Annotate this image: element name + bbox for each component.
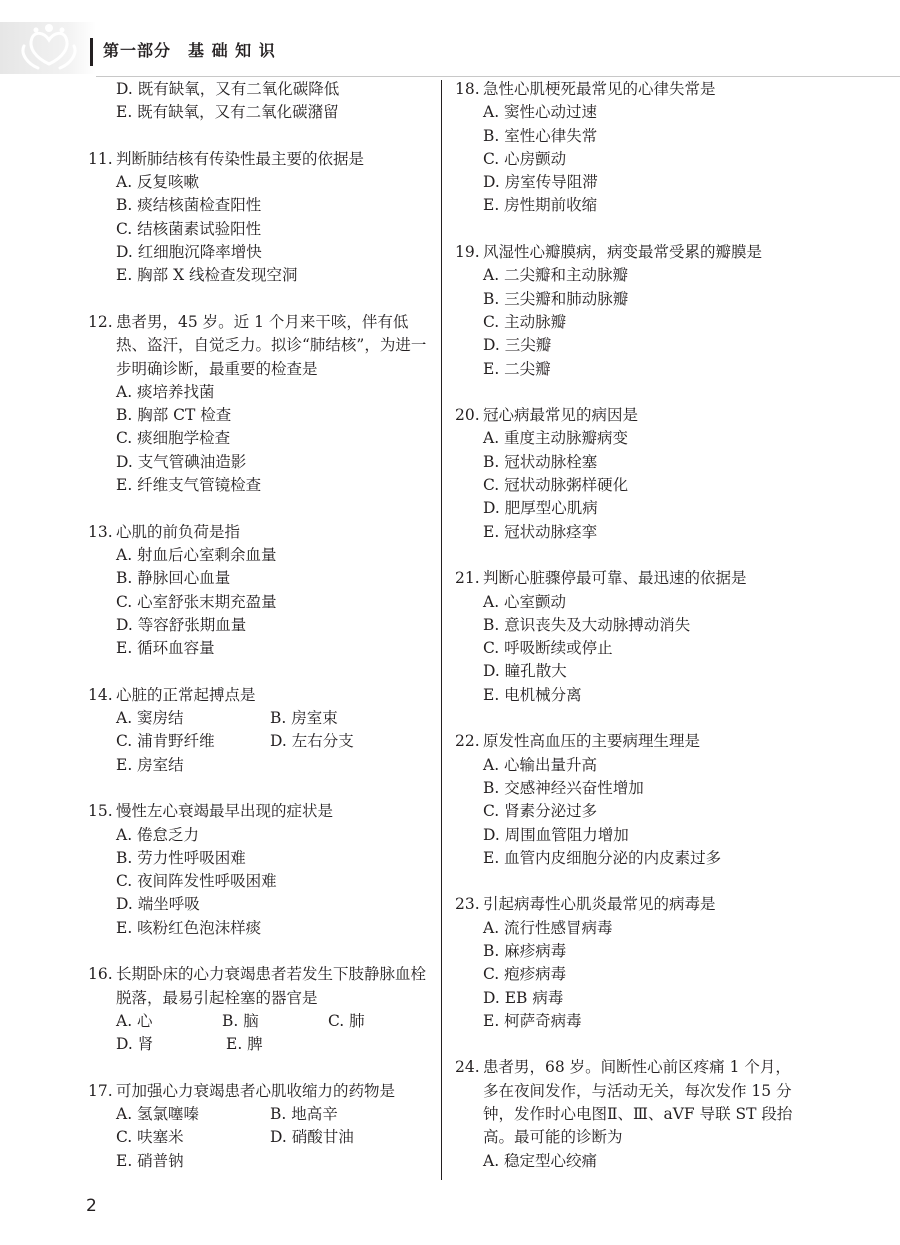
option-d: D. EB 病毒 <box>483 988 564 1007</box>
question-11 <box>88 148 434 288</box>
option-c: C. 主动脉瓣 <box>483 312 567 331</box>
option-a: A. 射血后心室剩余血量 <box>116 545 277 564</box>
question-stem: 判断肺结核有传染性最主要的依据是 <box>116 149 365 168</box>
header-separator-bar <box>90 38 93 66</box>
option-d: D. 支气管碘油造影 <box>116 452 247 471</box>
question-17 <box>88 1080 434 1173</box>
option-e: E. 胸部 X 线检查发现空洞 <box>116 266 298 285</box>
option-c: C. 心室舒张末期充盈量 <box>116 592 277 611</box>
option-d: D. 等容舒张期血量 <box>116 615 247 634</box>
question-stem: 患者男，68 岁。间断性心前区疼痛 1 个月，多在夜间发作，与活动无关，每次发作 15 分钟，发作时心电图Ⅱ、Ⅲ、aVF 导联 ST 段抬高。最可能的诊断为 <box>483 1058 793 1147</box>
option-c: C. 心房颤动 <box>483 149 567 168</box>
header-rule <box>96 76 900 77</box>
column-divider <box>441 80 442 1180</box>
option-a: A. 重度主动脉瓣病变 <box>483 429 629 448</box>
option-a: A. 窦性心动过速 <box>483 103 598 122</box>
option-a: A. 痰培养找菌 <box>116 382 215 401</box>
question-stem: 长期卧床的心力衰竭患者若发生下肢静脉血栓脱落，最易引起栓塞的器官是 <box>116 965 427 1007</box>
option-e: E. 脾 <box>226 1035 263 1054</box>
option-d: D. 三尖瓣 <box>483 336 552 355</box>
question-number: 12. <box>88 312 113 331</box>
option-d: D. 肾 <box>116 1035 154 1054</box>
option-e: E. 电机械分离 <box>483 685 582 704</box>
question-number: 19. <box>455 243 480 262</box>
option-a: A. 流行性感冒病毒 <box>483 918 613 937</box>
option-c: C. 肾素分泌过多 <box>483 802 598 821</box>
question-number: 20. <box>455 406 480 425</box>
option-b: B. 静脉回心血量 <box>116 569 231 588</box>
option-b: B. 意识丧失及大动脉搏动消失 <box>483 615 691 634</box>
option-a: A. 心室颤动 <box>483 592 567 611</box>
option-e: E. 循环血容量 <box>116 639 215 658</box>
option-d: D. 硝酸甘油 <box>270 1128 354 1147</box>
option-b: B. 麻疹病毒 <box>483 941 567 960</box>
question-14 <box>88 684 434 777</box>
question-13 <box>88 521 434 661</box>
option-a: A. 氢氯噻嗪 <box>116 1105 200 1124</box>
question-22 <box>455 730 805 870</box>
logo-icon <box>14 18 84 76</box>
page-number: 2 <box>86 1196 97 1216</box>
option-d: D. 肥厚型心肌病 <box>483 499 598 518</box>
option-b: B. 地高辛 <box>270 1105 338 1124</box>
option-b: B. 室性心律失常 <box>483 126 598 145</box>
question-number: 18. <box>455 80 480 98</box>
option-c: C. 痰细胞学检查 <box>116 429 231 448</box>
question-18 <box>455 78 805 218</box>
section-title: 第一部分 基 础 知 识 <box>103 41 276 60</box>
question-number: 17. <box>88 1081 113 1100</box>
option-e: E. 柯萨奇病毒 <box>483 1011 582 1030</box>
option-b: B. 脑 <box>222 1011 259 1030</box>
question-stem: 冠心病最常见的病因是 <box>483 406 639 425</box>
option-d: D. 房室传导阻滞 <box>483 173 598 192</box>
option-e: E. 冠状动脉痉挛 <box>483 522 598 541</box>
question-23 <box>455 893 805 1033</box>
option-a: A. 反复咳嗽 <box>116 173 200 192</box>
question-stem: 引起病毒性心肌炎最常见的病毒是 <box>483 895 716 914</box>
question-19 <box>455 241 805 381</box>
question-number: 22. <box>455 732 480 751</box>
question-16 <box>88 963 434 1056</box>
option-b: B. 冠状动脉栓塞 <box>483 452 598 471</box>
question-stem: 原发性高血压的主要病理生理是 <box>483 732 701 751</box>
option-c: C. 呼吸断续或停止 <box>483 639 613 658</box>
option-d: D. 周围血管阻力增加 <box>483 825 629 844</box>
option-e: E. 房室结 <box>116 755 184 774</box>
option-e: E. 既有缺氧，又有二氧化碳潴留 <box>116 103 339 122</box>
question-stem: 判断心脏骤停最可靠、最迅速的依据是 <box>483 569 747 588</box>
option-b: B. 房室束 <box>270 709 338 728</box>
question-number: 11. <box>88 149 113 168</box>
right-column <box>455 78 805 1173</box>
question-stem: 患者男，45 岁。近 1 个月来干咳，伴有低热、盗汗，自觉乏力。拟诊“肺结核”，为进一步明确诊断，最重要的检查是 <box>116 312 427 378</box>
option-e: E. 二尖瓣 <box>483 359 551 378</box>
question-stem: 急性心肌梗死最常见的心律失常是 <box>483 80 716 98</box>
option-a: A. 稳定型心绞痛 <box>483 1151 598 1170</box>
question-number: 15. <box>88 802 113 821</box>
question-number: 24. <box>455 1058 480 1077</box>
page-header <box>0 0 900 80</box>
question-20 <box>455 404 805 544</box>
option-a: A. 倦怠乏力 <box>116 825 200 844</box>
question-stem: 慢性左心衰竭最早出现的症状是 <box>116 802 334 821</box>
option-e: E. 房性期前收缩 <box>483 196 598 215</box>
question-12 <box>88 311 434 497</box>
option-b: B. 胸部 CT 检查 <box>116 406 232 425</box>
option-a: A. 心 <box>116 1011 153 1030</box>
question-number: 13. <box>88 522 113 541</box>
option-a: A. 窦房结 <box>116 709 184 728</box>
option-d: D. 红细胞沉降率增快 <box>116 243 262 262</box>
option-b: B. 痰结核菌检查阳性 <box>116 196 262 215</box>
option-c: C. 结核菌素试验阳性 <box>116 219 262 238</box>
option-c: C. 冠状动脉粥样硬化 <box>483 476 629 495</box>
option-a: A. 心输出量升高 <box>483 755 598 774</box>
option-a: A. 二尖瓣和主动脉瓣 <box>483 266 629 285</box>
option-d: D. 既有缺氧，又有二氧化碳降低 <box>116 80 340 98</box>
option-c: C. 浦肯野纤维 <box>116 732 215 751</box>
option-c: C. 肺 <box>328 1011 365 1030</box>
question-number: 21. <box>455 569 480 588</box>
option-d: D. 端坐呼吸 <box>116 895 200 914</box>
left-column <box>88 78 434 1173</box>
question-continuation <box>88 78 434 125</box>
option-e: E. 硝普钠 <box>116 1151 184 1170</box>
question-21 <box>455 567 805 707</box>
option-c: C. 夜间阵发性呼吸困难 <box>116 872 277 891</box>
option-d: D. 左右分支 <box>270 732 354 751</box>
question-number: 23. <box>455 895 480 914</box>
option-c: C. 疱疹病毒 <box>483 965 567 984</box>
question-24 <box>455 1056 805 1172</box>
option-b: B. 三尖瓣和肺动脉瓣 <box>483 289 629 308</box>
option-d: D. 瞳孔散大 <box>483 662 567 681</box>
option-c: C. 呋塞米 <box>116 1128 184 1147</box>
option-e: E. 纤维支气管镜检查 <box>116 476 262 495</box>
question-stem: 风湿性心瓣膜病，病变最常受累的瓣膜是 <box>483 243 763 262</box>
option-b: B. 交感神经兴奋性增加 <box>483 778 644 797</box>
question-stem: 心肌的前负荷是指 <box>116 522 241 541</box>
question-number: 16. <box>88 965 113 984</box>
question-15 <box>88 800 434 940</box>
question-stem: 心脏的正常起搏点是 <box>116 685 256 704</box>
option-b: B. 劳力性呼吸困难 <box>116 848 246 867</box>
question-stem: 可加强心力衰竭患者心肌收缩力的药物是 <box>116 1081 396 1100</box>
question-number: 14. <box>88 685 113 704</box>
option-e: E. 咳粉红色泡沫样痰 <box>116 918 262 937</box>
option-e: E. 血管内皮细胞分泌的内皮素过多 <box>483 848 722 867</box>
